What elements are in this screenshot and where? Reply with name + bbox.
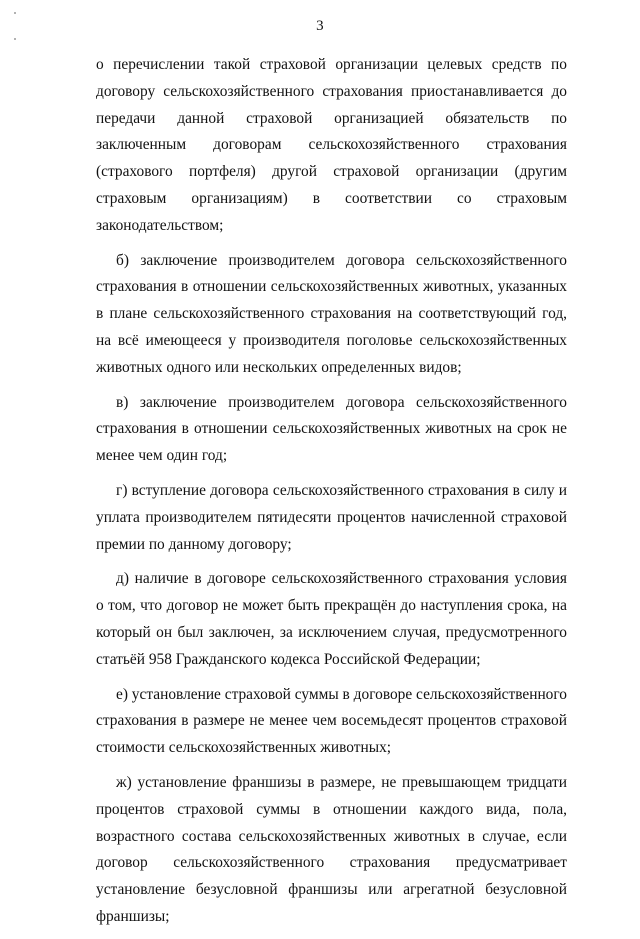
paragraph-item-b: б) заключение производителем договора сельскохозяйственного страхования в отношении сельскохозяйственных животных, указанных в плане сельскохозяйственного страхования на соответствующий год, на всё имеющееся у производителя поголовье сельскохозяйственных животных одного или нескольких определенных видов;: [96, 251, 567, 376]
paragraph-item-e: е) установление страховой суммы в договоре сельскохозяйственного страхования в размере не менее чем восемьдесят процентов страховой стоимости сельскохозяйственных животных;: [96, 685, 567, 757]
document-body: [96, 52, 567, 939]
paragraph-item-zh: ж) установление франшизы в размере, не превышающем тридцати процентов страховой суммы в отношении каждого вида, пола, возрастного состава сельскохозяйственных животных в случае, если договор сельскохозяйственного страхования предусматривает установление безусловной франшизы или агрегатной безусловной франшизы;: [96, 773, 567, 925]
paragraph-item-g: г) вступление договора сельскохозяйственного страхования в силу и уплата производителем пятидесяти процентов начисленной страховой премии по данному договору;: [96, 481, 567, 553]
page-number: 3: [316, 18, 324, 34]
paragraph-continuation: о перечислении такой страховой организации целевых средств по договору сельскохозяйственного страхования приостанавливается до передачи данной страховой организацией обязательств по заключенным договорам сельскохозяйственного страхования (страхового портфеля) другой страховой организации (другим страховым организациям) в соответствии со страховым законодательством;: [96, 56, 567, 234]
paragraph-item-d: д) наличие в договоре сельскохозяйственного страхования условия о том, что договор не может быть прекращён до наступления срока, на который он был заключен, за исключением случая, предусмотренного статьёй 958 Гражданского кодекса Российской Федерации;: [96, 570, 567, 668]
scan-speck: [14, 12, 16, 14]
scan-speck: [14, 38, 16, 40]
paragraph-item-v: в) заключение производителем договора сельскохозяйственного страхования в отношении сельскохозяйственных животных на срок не менее чем один год;: [96, 393, 567, 465]
